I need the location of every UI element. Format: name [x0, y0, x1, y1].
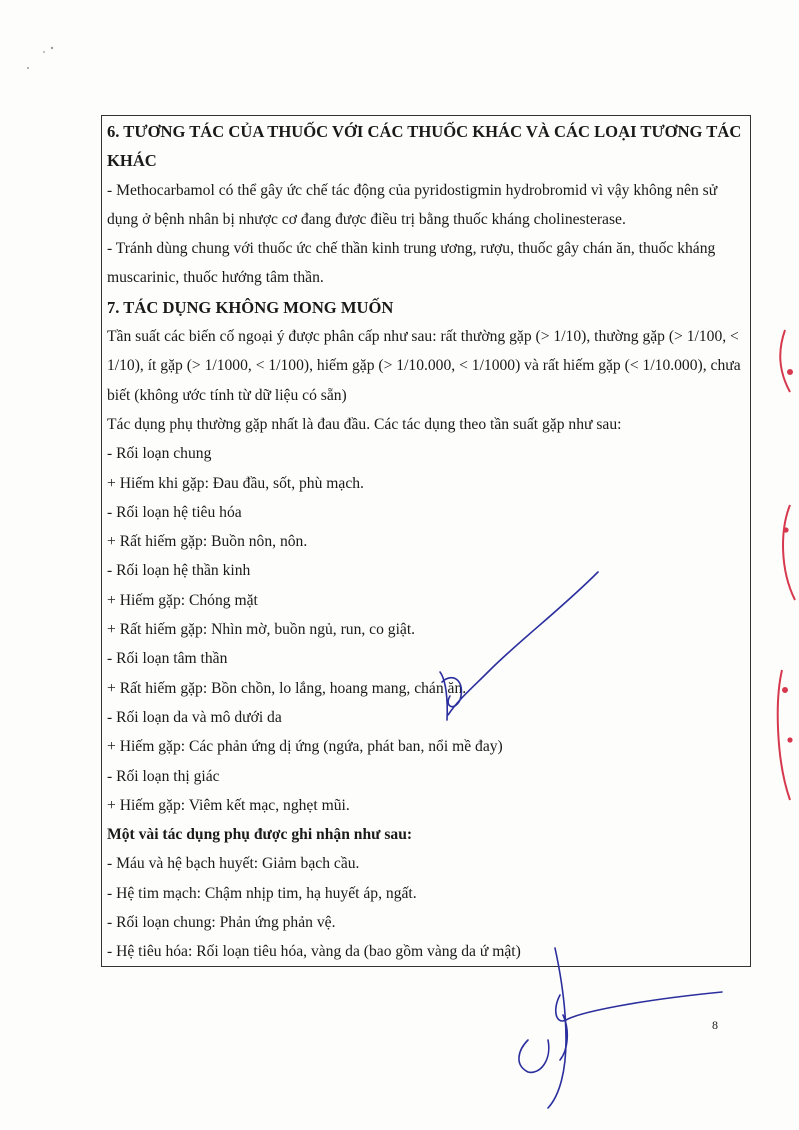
section-6-heading: 6. TƯƠNG TÁC CỦA THUỐC VỚI CÁC THUỐC KHÁC VÀ CÁC LOẠI TƯƠNG TÁC KHÁC [107, 122, 742, 171]
effect-line: - Rối loạn tâm thần [107, 650, 228, 668]
effect-line: + Rất hiếm gặp: Buồn nôn, nôn. [107, 533, 308, 551]
interaction-paragraph-2: - Tránh dùng chung với thuốc ức chế thần kinh trung ương, rượu, thuốc gây chán ăn, thuốc kháng muscarinic, thuốc hướng tâm thần. [107, 240, 716, 287]
effect-line: + Rất hiếm gặp: Nhìn mờ, buồn ngủ, run, co giật. [107, 621, 416, 639]
noted-effects-heading: Một vài tác dụng phụ được ghi nhận như sau: [107, 826, 413, 844]
section-7-heading: 7. TÁC DỤNG KHÔNG MONG MUỐN [107, 297, 394, 317]
effect-line: - Rối loạn da và mô dưới da [107, 708, 282, 726]
noted-effect-line: - Hệ tim mạch: Chậm nhịp tim, hạ huyết áp, ngất. [107, 884, 417, 902]
effect-line: + Hiếm khi gặp: Đau đầu, sốt, phù mạch. [107, 474, 364, 492]
page-number: 8 [712, 1018, 718, 1032]
effect-line: - Rối loạn chung [107, 445, 212, 463]
scan-speck-icon [27, 47, 53, 69]
noted-effect-line: - Máu và hệ bạch huyết: Giảm bạch cầu. [107, 855, 360, 873]
effect-line: - Rối loạn thị giác [107, 767, 220, 785]
effect-line: + Hiếm gặp: Viêm kết mạc, nghẹt mũi. [107, 796, 350, 814]
effect-line: + Rất hiếm gặp: Bồn chồn, lo lắng, hoang mang, chán ăn. [107, 679, 467, 697]
noted-effect-line: - Hệ tiêu hóa: Rối loạn tiêu hóa, vàng da (bao gồm vàng da ứ mật) [107, 943, 521, 961]
noted-effect-line: - Rối loạn chung: Phản ứng phản vệ. [107, 914, 336, 932]
common-effect-paragraph: Tác dụng phụ thường gặp nhất là đau đầu. Các tác dụng theo tần suất gặp như sau: [107, 415, 622, 433]
interaction-paragraph-1: - Methocarbamol có thể gây ức chế tác động của pyridostigmin hydrobromid vì vậy không nên sử dụng ở bệnh nhân bị nhược cơ đang được điều trị bằng thuốc kháng cholinesterase. [107, 181, 718, 228]
stamp-icon [778, 330, 795, 800]
frequency-paragraph: Tần suất các biến cố ngoại ý được phân cấp như sau: rất thường gặp (> 1/10), thường gặp (> 1/100, < 1/10), ít gặp (> 1/1000, < 1/100), hiếm gặp (> 1/10.000, < 1/1000) và rất hiếm gặp (< 1/10.000), chưa biết (không ước tính từ dữ liệu có sẵn) [107, 328, 741, 404]
effect-line: + Hiếm gặp: Chóng mặt [107, 591, 258, 609]
effect-line: - Rối loạn hệ thần kinh [107, 562, 251, 580]
effect-line: + Hiếm gặp: Các phản ứng dị ứng (ngứa, phát ban, nổi mề đay) [107, 738, 503, 756]
effect-line: - Rối loạn hệ tiêu hóa [107, 503, 242, 521]
